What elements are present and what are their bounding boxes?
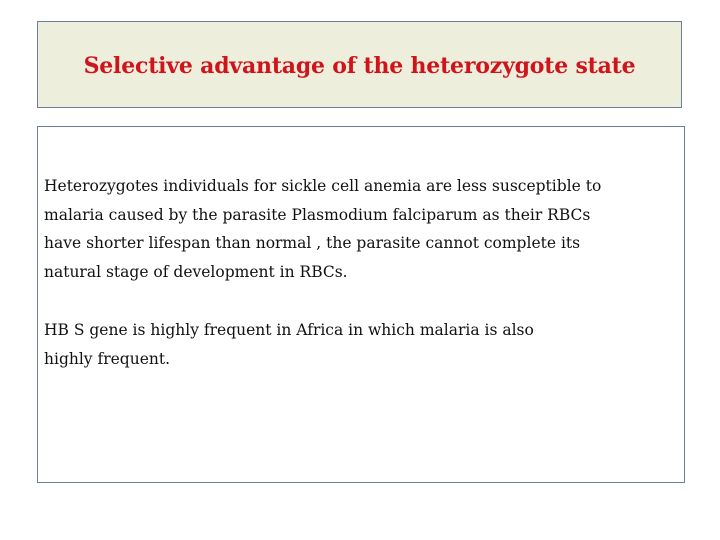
title-box <box>37 21 682 108</box>
paragraph-line: HB S gene is highly frequent in Africa in which malaria is also <box>44 321 534 339</box>
slide-title: Selective advantage of the heterozygote state <box>83 52 636 79</box>
paragraph-heterozygote-advantage <box>44 172 664 286</box>
paragraph-line: malaria caused by the parasite Plasmodium falciparum as their RBCs <box>44 205 591 224</box>
paragraph-line: have shorter lifespan than normal , the parasite cannot complete its <box>44 234 581 252</box>
paragraph-hbs-frequency <box>44 316 664 373</box>
content-box <box>37 126 685 483</box>
paragraph-line: Heterozygotes individuals for sickle cell anemia are less susceptible to <box>44 177 602 195</box>
paragraph-line: natural stage of development in RBCs. <box>44 262 348 281</box>
paragraph-line: highly frequent. <box>44 349 171 368</box>
